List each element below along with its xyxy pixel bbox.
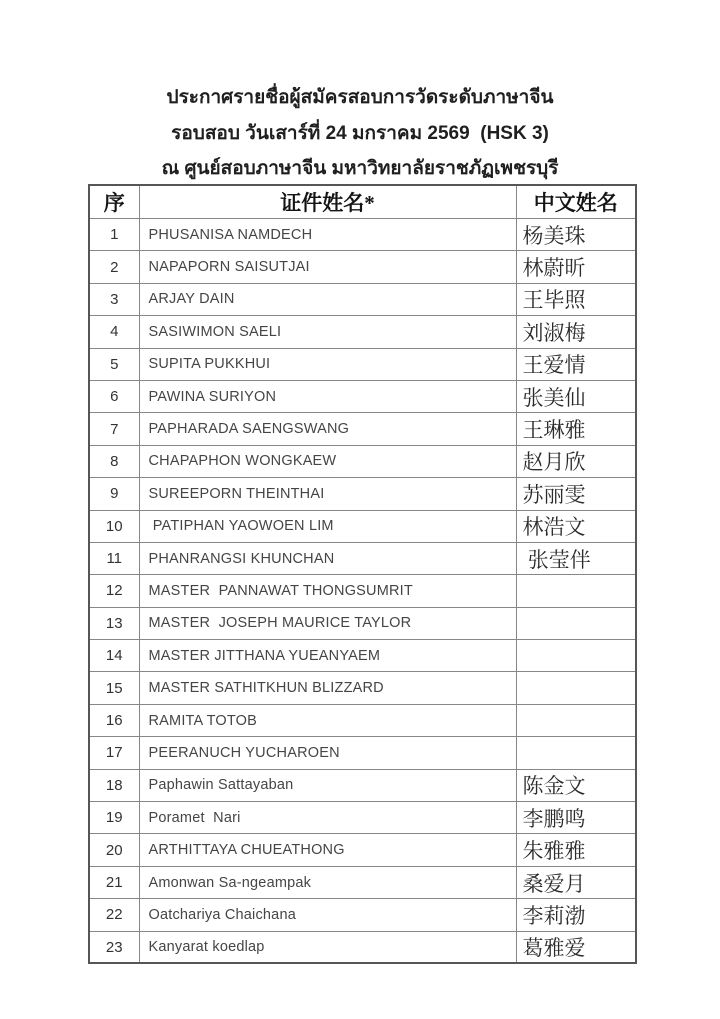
row-number-cell: 11 (89, 542, 139, 574)
document-name-cell: Oatchariya Chaichana (139, 899, 516, 931)
document-name-cell: Poramet Nari (139, 802, 516, 834)
chinese-name-cell (516, 737, 636, 769)
table-row (89, 704, 636, 736)
document-name-cell: Amonwan Sa-ngeampak (139, 866, 516, 898)
chinese-name-cell: 李鹏鸣 (516, 802, 636, 834)
document-name-cell: SUPITA PUKKHUI (139, 348, 516, 380)
table-row (89, 672, 636, 704)
row-number-cell: 20 (89, 834, 139, 866)
column-header-document-name: 证件姓名* (139, 185, 516, 219)
document-name-cell: ARTHITTAYA CHUEATHONG (139, 834, 516, 866)
row-number-cell: 10 (89, 510, 139, 542)
document-name-cell: SUREEPORN THEINTHAI (139, 478, 516, 510)
chinese-name-cell: 林蔚昕 (516, 251, 636, 283)
table-row (89, 640, 636, 672)
document-name-cell: PAPHARADA SAENGSWANG (139, 413, 516, 445)
document-name-cell: PEERANUCH YUCHAROEN (139, 737, 516, 769)
row-number-cell: 23 (89, 931, 139, 963)
candidate-table-body (89, 219, 636, 964)
document-name-cell: MASTER SATHITKHUN BLIZZARD (139, 672, 516, 704)
row-number-cell: 18 (89, 769, 139, 801)
table-row (89, 769, 636, 801)
title-line-exam-date: รอบสอบ วันเสาร์ที่ 24 มกราคม 2569 (HSK 3) (171, 122, 549, 144)
table-row (89, 607, 636, 639)
document-name-cell: PAWINA SURIYON (139, 380, 516, 412)
table-row (89, 510, 636, 542)
chinese-name-cell (516, 640, 636, 672)
column-header-chinese-name: 中文姓名 (516, 185, 636, 219)
table-row (89, 931, 636, 963)
row-number-cell: 15 (89, 672, 139, 704)
candidate-roster-table (88, 184, 637, 964)
document-name-cell: MASTER JITTHANA YUEANYAEM (139, 640, 516, 672)
chinese-name-cell (516, 672, 636, 704)
document-name-cell: MASTER JOSEPH MAURICE TAYLOR (139, 607, 516, 639)
table-row (89, 542, 636, 574)
table-row (89, 348, 636, 380)
row-number-cell: 4 (89, 316, 139, 348)
row-number-cell: 16 (89, 704, 139, 736)
chinese-name-cell (516, 704, 636, 736)
document-name-cell: NAPAPORN SAISUTJAI (139, 251, 516, 283)
table-row (89, 866, 636, 898)
chinese-name-cell: 桑爱月 (516, 866, 636, 898)
row-number-cell: 1 (89, 219, 139, 251)
chinese-name-cell (516, 607, 636, 639)
chinese-name-cell: 朱雅雅 (516, 834, 636, 866)
document-name-cell: MASTER PANNAWAT THONGSUMRIT (139, 575, 516, 607)
table-row (89, 575, 636, 607)
table-row (89, 445, 636, 477)
table-row (89, 380, 636, 412)
document-name-cell: CHAPAPHON WONGKAEW (139, 445, 516, 477)
row-number-cell: 2 (89, 251, 139, 283)
table-row (89, 251, 636, 283)
row-number-cell: 13 (89, 607, 139, 639)
row-number-cell: 6 (89, 380, 139, 412)
table-row (89, 802, 636, 834)
chinese-name-cell: 张莹伴 (516, 542, 636, 574)
document-name-cell: PHUSANISA NAMDECH (139, 219, 516, 251)
document-name-cell: RAMITA TOTOB (139, 704, 516, 736)
table-row (89, 413, 636, 445)
chinese-name-cell: 苏丽雯 (516, 478, 636, 510)
chinese-name-cell: 陈金文 (516, 769, 636, 801)
chinese-name-cell (516, 575, 636, 607)
table-row (89, 834, 636, 866)
row-number-cell: 12 (89, 575, 139, 607)
document-name-cell: PATIPHAN YAOWOEN LIM (139, 510, 516, 542)
row-number-cell: 8 (89, 445, 139, 477)
table-row (89, 316, 636, 348)
document-name-cell: Kanyarat koedlap (139, 931, 516, 963)
column-header-number: 序 (89, 185, 139, 219)
chinese-name-cell: 王毕照 (516, 283, 636, 315)
chinese-name-cell: 王爱情 (516, 348, 636, 380)
document-name-cell: ARJAY DAIN (139, 283, 516, 315)
title-line-announcement: ประกาศรายชื่อผู้สมัครสอบการวัดระดับภาษาจีน (166, 87, 554, 108)
chinese-name-cell: 张美仙 (516, 380, 636, 412)
row-number-cell: 3 (89, 283, 139, 315)
table-header-row (89, 185, 636, 219)
document-name-cell: SASIWIMON SAELI (139, 316, 516, 348)
chinese-name-cell: 葛雅爱 (516, 931, 636, 963)
chinese-name-cell: 刘淑梅 (516, 316, 636, 348)
table-row (89, 219, 636, 251)
table-row (89, 478, 636, 510)
document-name-cell: PHANRANGSI KHUNCHAN (139, 542, 516, 574)
chinese-name-cell: 赵月欣 (516, 445, 636, 477)
row-number-cell: 7 (89, 413, 139, 445)
table-row (89, 737, 636, 769)
row-number-cell: 14 (89, 640, 139, 672)
chinese-name-cell: 林浩文 (516, 510, 636, 542)
row-number-cell: 17 (89, 737, 139, 769)
table-row (89, 283, 636, 315)
row-number-cell: 19 (89, 802, 139, 834)
chinese-name-cell: 杨美珠 (516, 219, 636, 251)
chinese-name-cell: 李莉渤 (516, 899, 636, 931)
row-number-cell: 9 (89, 478, 139, 510)
row-number-cell: 22 (89, 899, 139, 931)
document-title-block (0, 80, 720, 187)
chinese-name-cell: 王琳雅 (516, 413, 636, 445)
title-line-exam-venue: ณ ศูนย์สอบภาษาจีน มหาวิทยาลัยราชภัฏเพชรบุรี (161, 158, 559, 179)
document-name-cell: Paphawin Sattayaban (139, 769, 516, 801)
row-number-cell: 5 (89, 348, 139, 380)
row-number-cell: 21 (89, 866, 139, 898)
table-row (89, 899, 636, 931)
